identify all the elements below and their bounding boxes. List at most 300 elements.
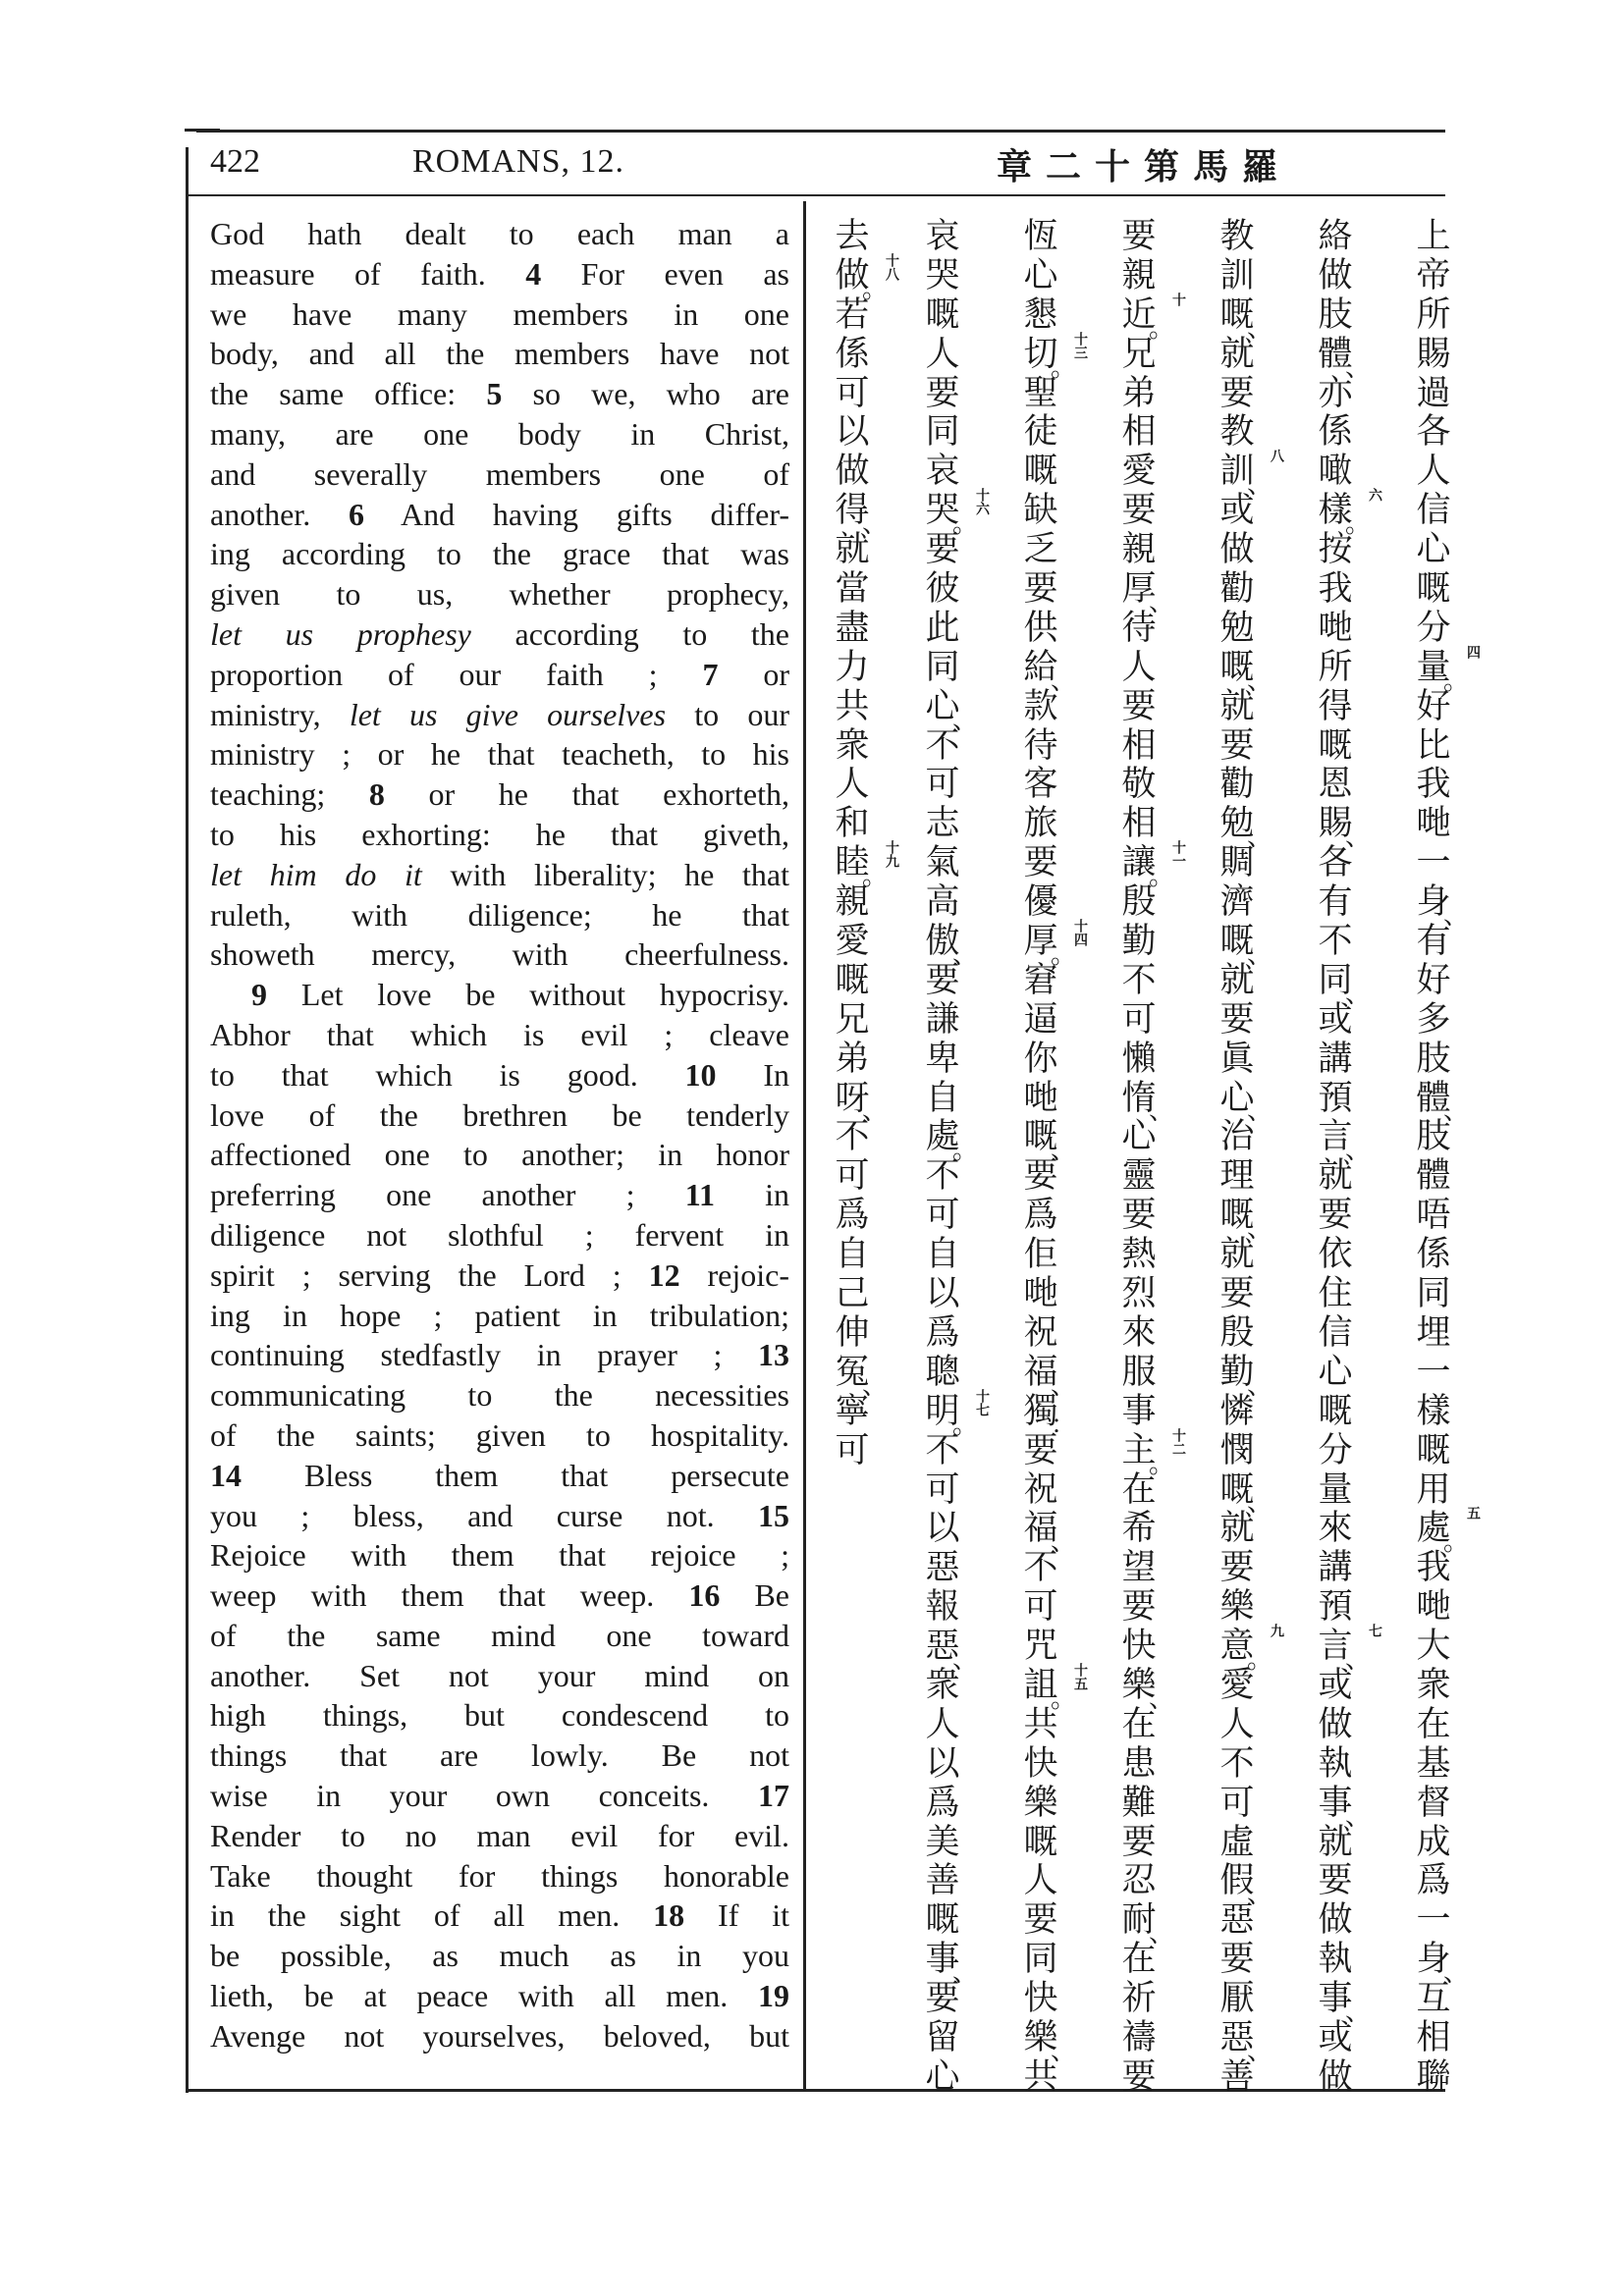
text-segment: things that are lowly. Be not bbox=[210, 1737, 789, 1774]
chinese-char: 共 bbox=[835, 686, 870, 726]
chinese-char: 訓 、 八 bbox=[1219, 449, 1284, 501]
chinese-char: 要 bbox=[1023, 569, 1058, 610]
verse-number: 13 bbox=[758, 1337, 789, 1373]
text-segment: Render to no man evil for evil. bbox=[210, 1817, 789, 1853]
text-segment: diligence not slothful ; fervent in bbox=[210, 1216, 789, 1253]
text-segment: Bless them that persecute bbox=[242, 1457, 789, 1493]
chinese-char: 嘅 bbox=[1318, 1391, 1353, 1431]
chinese-char: 嘅 bbox=[1318, 725, 1353, 766]
chinese-char: 就 bbox=[1219, 1509, 1255, 1549]
punctuation: 。 bbox=[1148, 313, 1174, 344]
chinese-char: 憐 bbox=[1219, 1391, 1255, 1431]
punctuation: 、 bbox=[1442, 901, 1469, 932]
chinese-char: 心 、 bbox=[1219, 1078, 1272, 1127]
punctuation: 。 bbox=[1148, 862, 1174, 892]
chinese-char: 要 bbox=[1121, 217, 1157, 256]
punctuation: 、 bbox=[861, 509, 888, 540]
chinese-char: 同 bbox=[1023, 1940, 1058, 1980]
punctuation: 、 bbox=[1344, 979, 1371, 1009]
chinese-column bbox=[1011, 217, 1088, 2098]
text-segment: In bbox=[716, 1056, 789, 1093]
chinese-char: 此 bbox=[925, 608, 960, 648]
text-segment: so we, who are bbox=[502, 376, 789, 412]
text-segment: Abhor that which is evil ; cleave bbox=[210, 1016, 789, 1052]
chinese-char: 處 。 五 bbox=[1416, 1506, 1481, 1558]
english-line bbox=[210, 1735, 789, 1776]
punctuation: 。 bbox=[951, 509, 978, 540]
chinese-char: 乏 bbox=[1023, 530, 1058, 570]
chinese-char: 要 bbox=[1219, 1548, 1255, 1588]
punctuation: 、 bbox=[861, 1370, 888, 1401]
chinese-char: 去 bbox=[835, 217, 870, 256]
chinese-char: 衆 bbox=[1416, 1665, 1451, 1705]
english-line bbox=[210, 1936, 789, 1976]
chinese-char: 各 bbox=[1416, 412, 1451, 453]
chinese-char: 或 bbox=[1318, 1665, 1353, 1705]
verse-number: 19 bbox=[758, 1978, 789, 2014]
text-segment: Rejoice with them that rejoice ; bbox=[210, 1537, 789, 1574]
english-line bbox=[210, 1095, 789, 1136]
english-line bbox=[210, 1656, 789, 1696]
chinese-char: 唔 bbox=[1416, 1196, 1451, 1236]
punctuation: 、 bbox=[1148, 1683, 1174, 1714]
chinese-char: 不 bbox=[1318, 922, 1353, 962]
chinese-char: 亦 bbox=[1318, 373, 1353, 413]
chinese-char: 己 bbox=[835, 1274, 870, 1314]
chinese-char: 哀 bbox=[925, 217, 960, 256]
chinese-char: 咒 bbox=[1023, 1627, 1058, 1667]
chinese-char: 意 。 九 bbox=[1219, 1624, 1284, 1675]
text-segment: measure of faith. bbox=[210, 255, 526, 292]
chinese-char: 人 bbox=[1121, 647, 1157, 687]
chinese-char: 肢 bbox=[1318, 294, 1353, 335]
chinese-char: 虛 bbox=[1219, 1822, 1255, 1862]
punctuation: 、 bbox=[1442, 1096, 1469, 1127]
chinese-char: 同 bbox=[1416, 1274, 1451, 1314]
chinese-char: 樂 、 bbox=[1121, 1665, 1174, 1714]
chinese-char: 互 bbox=[1416, 1979, 1451, 2019]
chinese-char: 按 bbox=[1318, 530, 1353, 570]
chinese-char: 事 bbox=[1121, 1391, 1157, 1431]
chinese-column bbox=[1208, 217, 1284, 2098]
punctuation: 、 bbox=[1344, 352, 1371, 383]
chinese-char: 要 bbox=[925, 530, 960, 570]
chinese-char: 講 bbox=[1318, 1039, 1353, 1079]
verse-number: 16 bbox=[688, 1577, 721, 1614]
chinese-char: 預 bbox=[1318, 1078, 1353, 1118]
chinese-char: 憫 bbox=[1219, 1430, 1255, 1470]
chinese-char: 心 bbox=[1416, 530, 1451, 570]
text-segment: Let love be without hypocrisy. bbox=[267, 977, 789, 1013]
chinese-char: 同 、 bbox=[1318, 960, 1371, 1009]
chinese-char: 共 bbox=[1023, 2056, 1058, 2097]
chinese-char: 相 bbox=[1416, 2017, 1451, 2057]
chinese-char: 若 bbox=[835, 294, 870, 335]
chinese-char: 詛 。 十五 bbox=[1023, 1662, 1088, 1714]
chinese-char: 可 bbox=[1121, 999, 1157, 1040]
chinese-char: 做 bbox=[1318, 1704, 1353, 1744]
verse-number: 6 bbox=[348, 496, 364, 532]
english-line bbox=[210, 1335, 789, 1375]
chinese-char: 嘅 、 bbox=[1023, 1117, 1076, 1166]
chinese-char: 要 bbox=[1023, 1430, 1058, 1470]
chinese-char: 噉 bbox=[1318, 452, 1353, 492]
chinese-char: 靈 bbox=[1121, 1156, 1157, 1197]
chinese-char: 哭 bbox=[925, 255, 960, 295]
chinese-char: 哋 bbox=[1416, 804, 1451, 844]
chinese-char: 忍 bbox=[1121, 1861, 1157, 1901]
text-segment: And having gifts differ- bbox=[363, 496, 789, 532]
chinese-char: 以 bbox=[925, 1274, 960, 1314]
chinese-char: 哋 bbox=[1023, 1078, 1058, 1118]
chinese-char: 事 、 bbox=[1318, 1783, 1371, 1832]
chinese-char: 執 bbox=[1318, 1743, 1353, 1784]
chinese-char: 賙 bbox=[1219, 843, 1255, 883]
chinese-char: 佢 bbox=[1023, 1235, 1058, 1275]
chinese-char: 理 bbox=[1219, 1156, 1255, 1197]
chinese-char: 嘅 bbox=[1023, 452, 1058, 492]
punctuation: 、 bbox=[1246, 823, 1272, 853]
punctuation: 、 bbox=[1246, 1370, 1272, 1401]
chinese-title-char: 十 bbox=[1095, 146, 1131, 187]
text-segment: ministry ; or he that teacheth, to his bbox=[210, 736, 789, 773]
punctuation: ： bbox=[1050, 1410, 1076, 1440]
chinese-char: 自 bbox=[835, 1235, 870, 1275]
chinese-char: 你 bbox=[1023, 1039, 1058, 1079]
chinese-char: 係 bbox=[1416, 1235, 1451, 1275]
chinese-char: 有 bbox=[1318, 882, 1353, 923]
text-segment: If it bbox=[684, 1897, 789, 1934]
english-line bbox=[210, 1215, 789, 1255]
english-line bbox=[210, 294, 789, 335]
chinese-char: 事 、 bbox=[925, 1940, 978, 1989]
chinese-char: 不 bbox=[1219, 1743, 1255, 1784]
chinese-char: 不 bbox=[835, 1117, 870, 1157]
english-line bbox=[210, 655, 789, 695]
chinese-char: 做 bbox=[835, 452, 870, 492]
text-segment: proportion of our faith ; bbox=[210, 656, 703, 692]
chinese-char: 就 bbox=[1219, 1235, 1255, 1275]
chinese-char: 愛 bbox=[835, 922, 870, 962]
chinese-char: 同 bbox=[925, 412, 960, 453]
punctuation: 。 bbox=[861, 862, 888, 892]
punctuation: 。 bbox=[1442, 1527, 1469, 1558]
chinese-char: 要 bbox=[1219, 999, 1255, 1040]
chinese-char: 身 、 bbox=[1416, 1940, 1469, 1989]
chinese-char: 福 、 bbox=[1023, 1509, 1076, 1558]
chinese-char: 患 bbox=[1121, 1743, 1157, 1784]
chinese-char: 爲 bbox=[925, 1783, 960, 1823]
punctuation: 、 bbox=[951, 705, 978, 735]
chinese-char: 心 bbox=[1318, 1352, 1353, 1392]
chinese-char: 寧 bbox=[835, 1391, 870, 1431]
english-line bbox=[210, 1296, 789, 1336]
chinese-char: 切 。 十三 bbox=[1023, 331, 1088, 383]
chinese-char: 心 bbox=[925, 2056, 960, 2097]
chinese-char: 殷 bbox=[1219, 1312, 1255, 1353]
chinese-char: 希 bbox=[1121, 1509, 1157, 1549]
chinese-char: 勸 bbox=[1219, 569, 1255, 610]
chinese-char: 做 bbox=[1318, 2056, 1353, 2097]
chinese-char: 可 bbox=[1219, 1783, 1255, 1823]
text-segment: according to the bbox=[470, 615, 789, 652]
english-line bbox=[210, 1375, 789, 1415]
text-segment: another. bbox=[210, 496, 349, 532]
chinese-char: 愛 bbox=[1219, 1665, 1255, 1705]
punctuation: 。 bbox=[1050, 1683, 1076, 1714]
verse-marker: 九 bbox=[1269, 1624, 1284, 1638]
chinese-char: 哀 bbox=[925, 452, 960, 492]
text-segment: showeth mercy, with cheerfulness. bbox=[210, 936, 789, 973]
chinese-char: 厚 。 十四 bbox=[1023, 919, 1088, 970]
chinese-char: 自 bbox=[925, 1235, 960, 1275]
chinese-char: 高 bbox=[925, 882, 960, 923]
verse-number: 11 bbox=[684, 1177, 715, 1213]
text-segment: or bbox=[718, 656, 789, 692]
chinese-char: 做 bbox=[1318, 1900, 1353, 1941]
punctuation: 、 bbox=[1344, 823, 1371, 853]
chinese-char: 一 bbox=[1416, 1900, 1451, 1941]
verse-marker: 十七 bbox=[974, 1388, 990, 1416]
chinese-char: 一 bbox=[1416, 843, 1451, 883]
chinese-char: 善 bbox=[925, 1861, 960, 1901]
chinese-char: 爲 bbox=[835, 1196, 870, 1236]
chinese-char: 訓 bbox=[1219, 255, 1255, 295]
chinese-char: 親 bbox=[835, 882, 870, 923]
chinese-char: 要 bbox=[1318, 1861, 1353, 1901]
chinese-char: 親 bbox=[1121, 255, 1157, 295]
chinese-char: 我 bbox=[1416, 1548, 1451, 1588]
chinese-char: 要 bbox=[1121, 1822, 1157, 1862]
punctuation: 、 bbox=[1050, 1136, 1076, 1166]
chinese-char: 可 bbox=[835, 1156, 870, 1197]
chinese-char: 嘅 、 bbox=[1219, 1196, 1272, 1245]
chinese-char: 愛 bbox=[1121, 452, 1157, 492]
chinese-char: 聯 bbox=[1416, 2056, 1451, 2097]
chinese-title-char: 羅 bbox=[1242, 146, 1278, 187]
punctuation: 、 bbox=[951, 1958, 978, 1989]
chinese-char: 旅 bbox=[1023, 804, 1058, 844]
chinese-char: 快 bbox=[1023, 1743, 1058, 1784]
chinese-char: 要 bbox=[1219, 725, 1255, 766]
chinese-char: 絡 bbox=[1318, 217, 1353, 256]
chinese-char: 恩 bbox=[1318, 765, 1353, 805]
english-line bbox=[210, 1055, 789, 1095]
text-segment: the same office: bbox=[210, 376, 487, 412]
chinese-char: 嘅 bbox=[1416, 569, 1451, 610]
punctuation: 、 bbox=[1148, 587, 1174, 617]
chinese-char: 爲 bbox=[1416, 1861, 1451, 1901]
chinese-char: 客 bbox=[1023, 765, 1058, 805]
chinese-char: 惡 bbox=[925, 1548, 960, 1588]
chinese-char: 要 bbox=[1023, 1900, 1058, 1941]
text-segment: of the same mind one toward bbox=[210, 1617, 789, 1653]
chinese-char: 要 bbox=[1023, 1156, 1058, 1197]
text-segment: continuing stedfastly in prayer ; bbox=[210, 1337, 758, 1373]
chinese-char: 厚 、 bbox=[1121, 569, 1174, 617]
chinese-char: 住 bbox=[1318, 1274, 1353, 1314]
text-segment: in the sight of all men. bbox=[210, 1897, 654, 1934]
english-line bbox=[210, 454, 789, 495]
punctuation: 、 bbox=[1344, 1136, 1371, 1166]
punctuation: 、 bbox=[1050, 2036, 1076, 2066]
chinese-char: 近 。 十 bbox=[1121, 292, 1186, 344]
chinese-char: 同 bbox=[925, 647, 960, 687]
chinese-char: 祝 bbox=[1023, 1469, 1058, 1510]
chinese-char: 祝 bbox=[1023, 1312, 1058, 1353]
chinese-char: 惰 、 bbox=[1121, 1078, 1174, 1127]
chinese-char: 勤 bbox=[1121, 922, 1157, 962]
chinese-char: 熱 bbox=[1121, 1235, 1157, 1275]
punctuation: 、 bbox=[1246, 1214, 1272, 1245]
chinese-char: 要 bbox=[1219, 1940, 1255, 1980]
chinese-char: 呀 、 bbox=[835, 1078, 888, 1127]
chinese-char: 嘅 、 bbox=[1219, 647, 1272, 696]
italic-supplied-words: let us give ourselves bbox=[349, 696, 667, 732]
chinese-char: 嘅 bbox=[1416, 1430, 1451, 1470]
chinese-char: 窘 bbox=[1023, 960, 1058, 1000]
chinese-char: 謙 bbox=[925, 999, 960, 1040]
english-line bbox=[210, 1856, 789, 1896]
punctuation: 、 bbox=[1344, 1801, 1371, 1832]
chinese-char: 以 bbox=[835, 412, 870, 453]
chinese-char: 人 bbox=[925, 1704, 960, 1744]
chinese-char: 可 bbox=[925, 1469, 960, 1510]
chinese-char: 樂 bbox=[1219, 1587, 1255, 1628]
chinese-char: 用 bbox=[1416, 1469, 1451, 1510]
chinese-char: 不 bbox=[925, 1156, 960, 1197]
chinese-char: 執 bbox=[1318, 1940, 1353, 1980]
punctuation: 、 bbox=[951, 1644, 978, 1675]
text-segment: For even as bbox=[541, 255, 789, 292]
chinese-char: 成 bbox=[1416, 1822, 1451, 1862]
punctuation: 、 bbox=[1246, 939, 1272, 970]
chinese-char: 身 、 bbox=[1416, 882, 1469, 932]
punctuation: 、 bbox=[1050, 666, 1076, 696]
chinese-char: 事 、 bbox=[1318, 1979, 1371, 2027]
chinese-char: 傲 、 bbox=[925, 922, 978, 970]
chinese-char: 或 bbox=[1318, 999, 1353, 1040]
punctuation: 。 bbox=[1050, 352, 1076, 383]
english-line bbox=[210, 695, 789, 735]
text-segment: spirit ; serving the Lord ; bbox=[210, 1256, 649, 1293]
chinese-char: 埋 bbox=[1416, 1312, 1451, 1353]
english-line bbox=[210, 1776, 789, 1816]
chinese-char: 親 bbox=[1121, 530, 1157, 570]
chinese-char: 給 、 bbox=[1023, 647, 1076, 696]
chinese-char: 要 bbox=[1023, 843, 1058, 883]
chinese-column bbox=[823, 217, 899, 1471]
chinese-char: 不 bbox=[1023, 1548, 1058, 1588]
chinese-char: 冤 、 bbox=[835, 1352, 888, 1401]
verse-number: 14 bbox=[210, 1457, 242, 1493]
verse-marker: 十五 bbox=[1072, 1662, 1088, 1690]
chinese-char: 就 bbox=[1219, 960, 1255, 1000]
text-segment: be possible, as much as in you bbox=[210, 1938, 789, 1974]
english-line bbox=[210, 214, 789, 254]
verse-marker: 八 bbox=[1269, 449, 1284, 463]
chinese-char: 相 bbox=[1121, 725, 1157, 766]
punctuation: 、 bbox=[1442, 1958, 1469, 1989]
chinese-char: 人 bbox=[1219, 1704, 1255, 1744]
english-line bbox=[210, 815, 789, 855]
chinese-char: 善 bbox=[1219, 2056, 1255, 2097]
chinese-char: 要 bbox=[1121, 1587, 1157, 1628]
punctuation: 、 bbox=[1246, 666, 1272, 696]
chinese-char: 督 bbox=[1416, 1783, 1451, 1823]
chinese-char: 祈 bbox=[1121, 1979, 1157, 2019]
english-line bbox=[210, 1135, 789, 1175]
chinese-char: 所 bbox=[1416, 294, 1451, 335]
chinese-char: 好 bbox=[1416, 686, 1451, 726]
chinese-char: 言 、 bbox=[1318, 1117, 1371, 1166]
punctuation: 。 bbox=[951, 1136, 978, 1166]
chinese-char: 好 bbox=[1416, 960, 1451, 1000]
chinese-char: 肢 bbox=[1416, 1039, 1451, 1079]
punctuation: 、 bbox=[1246, 1488, 1272, 1519]
chinese-char: 衆 bbox=[835, 725, 870, 766]
punctuation: 。 bbox=[1442, 666, 1469, 696]
chinese-char: 或 bbox=[1318, 2017, 1353, 2057]
chinese-char: 教 bbox=[1219, 217, 1255, 256]
english-line bbox=[210, 774, 789, 815]
chinese-char: 自 bbox=[925, 1078, 960, 1118]
english-line bbox=[210, 1896, 789, 1936]
text-segment: Be bbox=[720, 1577, 789, 1614]
chinese-char: 一 bbox=[1416, 1352, 1451, 1392]
chinese-char: 分 bbox=[1416, 608, 1451, 648]
chinese-char: 基 bbox=[1416, 1743, 1451, 1784]
punctuation: 、 bbox=[1050, 1370, 1076, 1401]
english-line bbox=[210, 1695, 789, 1735]
punctuation: 、 bbox=[1246, 2036, 1272, 2066]
chinese-char: 在 bbox=[1416, 1704, 1451, 1744]
chinese-char: 伸 bbox=[835, 1312, 870, 1353]
english-line bbox=[210, 495, 789, 535]
chinese-char: 嘅 、 bbox=[1219, 922, 1272, 970]
verse-number: 7 bbox=[702, 656, 719, 692]
chinese-char: 爲 bbox=[1023, 1196, 1058, 1236]
chinese-char: 以 bbox=[925, 1509, 960, 1549]
chinese-char: 要 bbox=[925, 1979, 960, 2019]
english-line bbox=[210, 855, 789, 895]
chinese-char: 講 bbox=[1318, 1548, 1353, 1588]
chinese-char: 留 bbox=[925, 2017, 960, 2057]
chinese-char: 恆 bbox=[1023, 217, 1058, 256]
chinese-char: 當 bbox=[835, 569, 870, 610]
chinese-char: 就 bbox=[1219, 686, 1255, 726]
text-segment: preferring one another ; bbox=[210, 1177, 685, 1213]
chinese-char: 要 bbox=[1318, 1196, 1353, 1236]
chinese-char: 哋 bbox=[1023, 1274, 1058, 1314]
chinese-char: 信 bbox=[1416, 491, 1451, 531]
english-line bbox=[210, 1616, 789, 1656]
chinese-char: 讓 。 十一 bbox=[1121, 840, 1186, 892]
punctuation: 。 bbox=[1148, 1449, 1174, 1479]
text-segment: ruleth, with diligence; he that bbox=[210, 896, 789, 933]
text-segment: with liberality; he that bbox=[421, 856, 789, 892]
chinese-char: 主 。 十二 bbox=[1121, 1427, 1186, 1479]
header-rule bbox=[189, 194, 1445, 196]
chinese-char: 快 bbox=[1023, 1979, 1058, 2019]
chinese-char: 在 bbox=[1121, 1704, 1157, 1744]
chinese-char: 教 bbox=[1219, 412, 1255, 453]
verse-number: 5 bbox=[486, 376, 503, 412]
english-line bbox=[210, 1415, 789, 1456]
chinese-char: 難 bbox=[1121, 1783, 1157, 1823]
chinese-char: 勤 、 bbox=[1219, 1352, 1272, 1401]
chinese-char: 兄 bbox=[835, 999, 870, 1040]
